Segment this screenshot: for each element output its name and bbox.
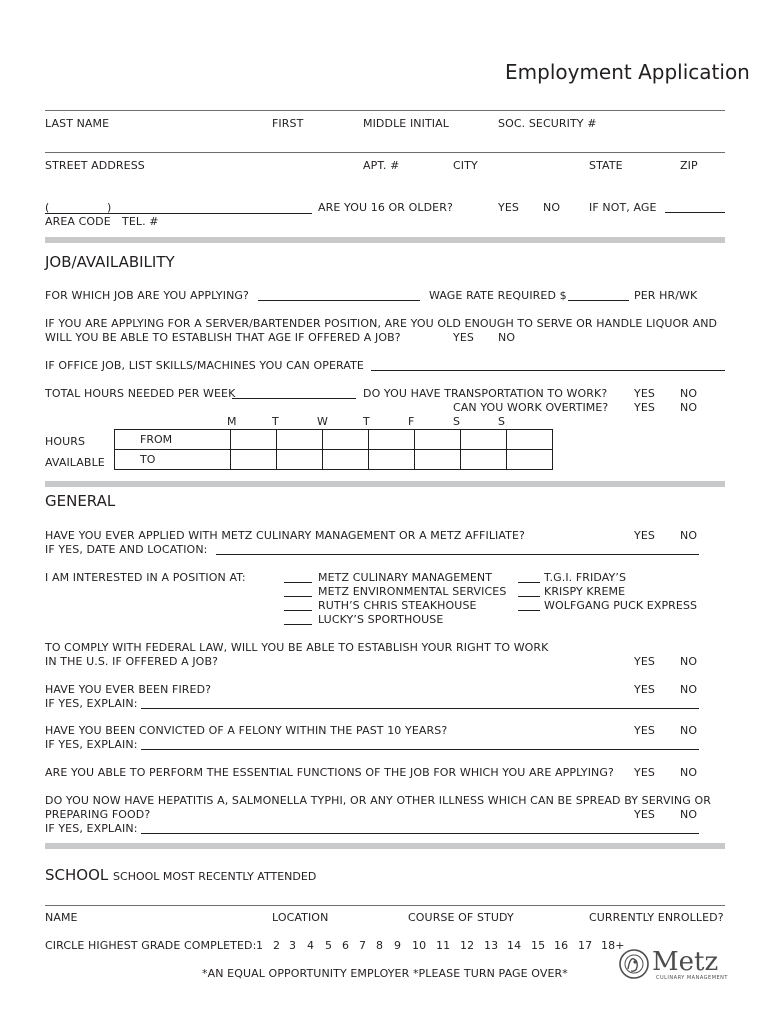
server-question-line1: IF YOU ARE APPLYING FOR A SERVER/BARTENDER POSITION, ARE YOU OLD ENOUGH TO SERVE OR HANDLE LIQUOR AND bbox=[45, 317, 718, 330]
job-availability-heading: JOB/AVAILABILITY bbox=[45, 253, 175, 271]
grade-option[interactable]: 4 bbox=[307, 939, 315, 952]
essential-no[interactable]: NO bbox=[680, 766, 698, 779]
essential-functions-question: ARE YOU ABLE TO PERFORM THE ESSENTIAL FUNCTIONS OF THE JOB FOR WHICH YOU ARE APPLYING? bbox=[45, 766, 614, 779]
school-name-label: NAME bbox=[45, 911, 78, 924]
option-wolfgang-puck: WOLFGANG PUCK EXPRESS bbox=[544, 599, 698, 612]
felony-explain-field[interactable] bbox=[141, 749, 699, 750]
street-address-label: STREET ADDRESS bbox=[45, 159, 145, 172]
section-divider bbox=[45, 481, 725, 487]
area-code-paren-close: ) bbox=[107, 201, 112, 214]
area-code-paren-open: ( bbox=[45, 201, 50, 214]
hepatitis-explain-label: IF YES, EXPLAIN: bbox=[45, 822, 138, 835]
to-sun-cell[interactable] bbox=[507, 450, 553, 470]
fired-explain-field[interactable] bbox=[141, 708, 699, 709]
from-sun-cell[interactable] bbox=[507, 430, 553, 450]
fired-yes[interactable]: YES bbox=[634, 683, 655, 696]
option-blank[interactable] bbox=[518, 596, 540, 597]
total-hours-field[interactable] bbox=[232, 398, 356, 399]
grade-option[interactable]: 5 bbox=[325, 939, 333, 952]
grade-option[interactable]: 7 bbox=[359, 939, 367, 952]
felony-no[interactable]: NO bbox=[680, 724, 698, 737]
transportation-label: DO YOU HAVE TRANSPORTATION TO WORK? bbox=[363, 387, 608, 400]
grade-option[interactable]: 10 bbox=[412, 939, 427, 952]
from-tue-cell[interactable] bbox=[277, 430, 323, 450]
to-row bbox=[115, 450, 553, 470]
grade-option[interactable]: 13 bbox=[484, 939, 499, 952]
from-row bbox=[115, 430, 553, 450]
school-heading-text: SCHOOL bbox=[45, 866, 109, 884]
grade-option[interactable]: 3 bbox=[289, 939, 297, 952]
overtime-yes[interactable]: YES bbox=[634, 401, 655, 414]
if-not-age-label: IF NOT, AGE bbox=[589, 201, 657, 214]
felony-explain-label: IF YES, EXPLAIN: bbox=[45, 738, 138, 751]
first-name-label: FIRST bbox=[272, 117, 304, 130]
grade-option[interactable]: 11 bbox=[436, 939, 451, 952]
day-header-tue: T bbox=[272, 415, 279, 428]
grade-option[interactable]: 12 bbox=[460, 939, 475, 952]
option-metz-culinary: METZ CULINARY MANAGEMENT bbox=[318, 571, 493, 584]
essential-yes[interactable]: YES bbox=[634, 766, 655, 779]
office-job-label: IF OFFICE JOB, LIST SKILLS/MACHINES YOU CAN OPERATE bbox=[45, 359, 364, 372]
option-luckys: LUCKY’S SPORTHOUSE bbox=[318, 613, 444, 626]
day-header-thu: T bbox=[363, 415, 370, 428]
to-label: TO bbox=[115, 450, 231, 470]
metz-logo bbox=[618, 945, 728, 985]
metz-logo-icon bbox=[618, 947, 650, 981]
page-title: Employment Application bbox=[505, 60, 750, 84]
age-field[interactable] bbox=[665, 212, 725, 213]
from-label: FROM bbox=[115, 430, 231, 450]
to-sat-cell[interactable] bbox=[461, 450, 507, 470]
from-mon-cell[interactable] bbox=[231, 430, 277, 450]
per-hr-label: PER HR/WK bbox=[634, 289, 698, 302]
server-no[interactable]: NO bbox=[498, 331, 516, 344]
felony-question: HAVE YOU BEEN CONVICTED OF A FELONY WITHIN THE PAST 10 YEARS? bbox=[45, 724, 448, 737]
which-job-field[interactable] bbox=[258, 300, 420, 301]
grade-option[interactable]: 1 bbox=[256, 939, 264, 952]
age-yes[interactable]: YES bbox=[498, 201, 519, 214]
grade-option[interactable]: 16 bbox=[554, 939, 569, 952]
federal-no[interactable]: NO bbox=[680, 655, 698, 668]
from-thu-cell[interactable] bbox=[369, 430, 415, 450]
circle-grade-label: CIRCLE HIGHEST GRADE COMPLETED: bbox=[45, 939, 257, 952]
section-divider bbox=[45, 843, 725, 849]
to-tue-cell[interactable] bbox=[277, 450, 323, 470]
street-address-line[interactable] bbox=[45, 152, 725, 153]
option-blank[interactable] bbox=[518, 582, 540, 583]
total-hours-label: TOTAL HOURS NEEDED PER WEEK bbox=[45, 387, 236, 400]
zip-label: ZIP bbox=[680, 159, 698, 172]
option-metz-environmental: METZ ENVIRONMENTAL SERVICES bbox=[318, 585, 507, 598]
age-no[interactable]: NO bbox=[543, 201, 561, 214]
to-wed-cell[interactable] bbox=[323, 450, 369, 470]
footer-notice: *AN EQUAL OPPORTUNITY EMPLOYER *PLEASE TURN PAGE OVER* bbox=[202, 967, 568, 980]
option-tgi-fridays: T.G.I. FRIDAY’S bbox=[544, 571, 627, 584]
server-yes[interactable]: YES bbox=[453, 331, 474, 344]
hepatitis-no[interactable]: NO bbox=[680, 808, 698, 821]
last-name-line[interactable] bbox=[45, 110, 725, 111]
tel-label: TEL. # bbox=[122, 215, 159, 228]
option-ruths-chris: RUTH’S CHRIS STEAKHOUSE bbox=[318, 599, 477, 612]
grade-option[interactable]: 17 bbox=[578, 939, 593, 952]
overtime-no[interactable]: NO bbox=[680, 401, 698, 414]
availability-grid bbox=[114, 429, 553, 470]
state-label: STATE bbox=[589, 159, 623, 172]
grade-option[interactable]: 15 bbox=[531, 939, 546, 952]
from-wed-cell[interactable] bbox=[323, 430, 369, 450]
which-job-label: FOR WHICH JOB ARE YOU APPLYING? bbox=[45, 289, 249, 302]
applied-before-question: HAVE YOU EVER APPLIED WITH METZ CULINARY MANAGEMENT OR A METZ AFFILIATE? bbox=[45, 529, 525, 542]
date-location-field[interactable] bbox=[216, 554, 699, 555]
metz-logo-name: Metz bbox=[652, 947, 719, 977]
grade-option[interactable]: 14 bbox=[507, 939, 522, 952]
section-divider bbox=[45, 237, 725, 243]
wage-rate-field[interactable] bbox=[568, 300, 629, 301]
soc-security-label: SOC. SECURITY # bbox=[498, 117, 597, 130]
option-blank[interactable] bbox=[284, 610, 312, 611]
school-location-label: LOCATION bbox=[272, 911, 329, 924]
from-sat-cell[interactable] bbox=[461, 430, 507, 450]
day-header-mon: M bbox=[227, 415, 237, 428]
grade-option[interactable]: 9 bbox=[394, 939, 402, 952]
city-label: CITY bbox=[453, 159, 478, 172]
school-subheading: SCHOOL MOST RECENTLY ATTENDED bbox=[113, 870, 317, 883]
last-name-label: LAST NAME bbox=[45, 117, 110, 130]
if-yes-date-label: IF YES, DATE AND LOCATION: bbox=[45, 543, 208, 556]
interested-label: I AM INTERESTED IN A POSITION AT: bbox=[45, 571, 246, 584]
general-heading: GENERAL bbox=[45, 492, 116, 510]
grade-option[interactable]: 8 bbox=[376, 939, 384, 952]
grade-option[interactable]: 2 bbox=[273, 939, 281, 952]
to-thu-cell[interactable] bbox=[369, 450, 415, 470]
wage-rate-label: WAGE RATE REQUIRED $ bbox=[429, 289, 567, 302]
day-header-sat: S bbox=[453, 415, 461, 428]
option-blank[interactable] bbox=[284, 596, 312, 597]
hepatitis-yes[interactable]: YES bbox=[634, 808, 655, 821]
grade-option[interactable]: 6 bbox=[342, 939, 350, 952]
hours-label: HOURS bbox=[45, 435, 86, 448]
to-fri-cell[interactable] bbox=[415, 450, 461, 470]
hepatitis-question-line2: PREPARING FOOD? bbox=[45, 808, 151, 821]
school-name-line[interactable] bbox=[45, 905, 725, 906]
from-fri-cell[interactable] bbox=[415, 430, 461, 450]
area-code-label: AREA CODE bbox=[45, 215, 111, 228]
transportation-yes[interactable]: YES bbox=[634, 387, 655, 400]
metz-logo-tagline: CULINARY MANAGEMENT bbox=[656, 975, 728, 981]
telephone-line[interactable] bbox=[45, 213, 312, 214]
fired-question: HAVE YOU EVER BEEN FIRED? bbox=[45, 683, 212, 696]
to-mon-cell[interactable] bbox=[231, 450, 277, 470]
option-blank[interactable] bbox=[518, 610, 540, 611]
age-question: ARE YOU 16 OR OLDER? bbox=[318, 201, 453, 214]
server-question-line2: WILL YOU BE ABLE TO ESTABLISH THAT AGE IF OFFERED A JOB? bbox=[45, 331, 401, 344]
hepatitis-question-line1: DO YOU NOW HAVE HEPATITIS A, SALMONELLA TYPHI, OR ANY OTHER ILLNESS WHICH CAN BE SPREAD BY SERVING OR bbox=[45, 794, 711, 807]
overtime-label: CAN YOU WORK OVERTIME? bbox=[453, 401, 609, 414]
option-blank[interactable] bbox=[284, 582, 312, 583]
transportation-no[interactable]: NO bbox=[680, 387, 698, 400]
day-header-sun: S bbox=[498, 415, 506, 428]
fired-explain-label: IF YES, EXPLAIN: bbox=[45, 697, 138, 710]
office-job-field[interactable] bbox=[371, 370, 725, 371]
applied-before-yes[interactable]: YES bbox=[634, 529, 655, 542]
school-heading bbox=[45, 866, 316, 884]
fired-no[interactable]: NO bbox=[680, 683, 698, 696]
middle-initial-label: MIDDLE INITIAL bbox=[363, 117, 449, 130]
federal-question-line1: TO COMPLY WITH FEDERAL LAW, WILL YOU BE ABLE TO ESTABLISH YOUR RIGHT TO WORK bbox=[45, 641, 549, 654]
grade-option[interactable]: 18+ bbox=[601, 939, 625, 952]
currently-enrolled-label: CURRENTLY ENROLLED? bbox=[589, 911, 724, 924]
applied-before-no[interactable]: NO bbox=[680, 529, 698, 542]
option-krispy-kreme: KRISPY KREME bbox=[544, 585, 626, 598]
federal-yes[interactable]: YES bbox=[634, 655, 655, 668]
felony-yes[interactable]: YES bbox=[634, 724, 655, 737]
day-header-fri: F bbox=[408, 415, 415, 428]
available-label: AVAILABLE bbox=[45, 456, 105, 469]
federal-question-line2: IN THE U.S. IF OFFERED A JOB? bbox=[45, 655, 219, 668]
hepatitis-explain-field[interactable] bbox=[141, 833, 699, 834]
day-header-wed: W bbox=[317, 415, 328, 428]
course-of-study-label: COURSE OF STUDY bbox=[408, 911, 514, 924]
apt-label: APT. # bbox=[363, 159, 400, 172]
option-blank[interactable] bbox=[284, 624, 312, 625]
